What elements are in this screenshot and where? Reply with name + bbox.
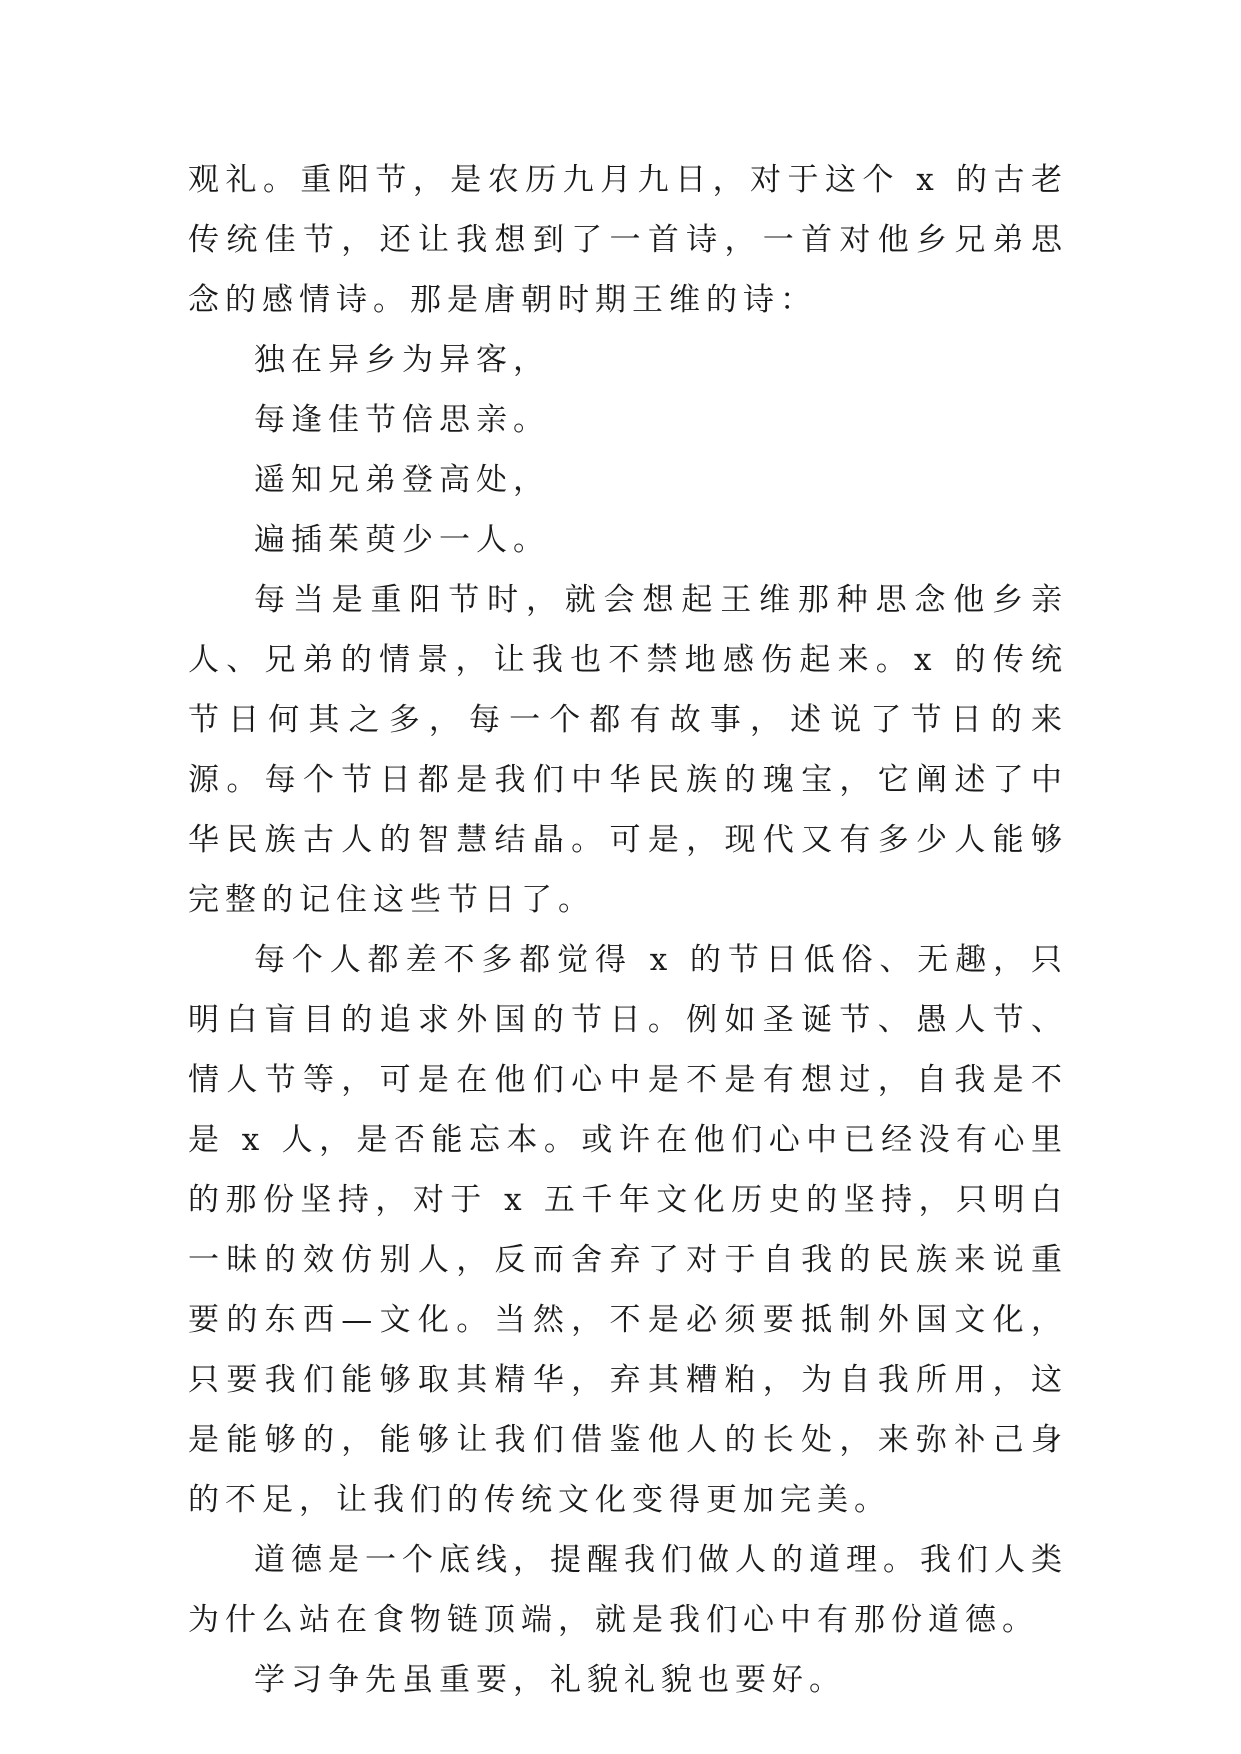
poem: [188, 330, 1068, 570]
document-page: [188, 150, 1068, 1710]
paragraph-closing: 学习争先虽重要，礼貌礼貌也要好。: [254, 1662, 846, 1698]
poem-line-2: 每逢佳节倍思亲。: [254, 402, 550, 438]
paragraph-foreign-festivals: 每个人都差不多都觉得 x 的节日低俗、无趣，只明白盲目的追求外国的节日。例如圣诞节、愚人节、情人节等，可是在他们心中是不是有想过，自我是不是 x 人，是否能忘本。或许在他们心中已经没有心里的那份坚持，对于 x 五千年文化历史的坚持，只明白一昧的效仿别人，反而舍弃了对于自我的民族来说重要的东西—文化。当然，不是必须要抵制外国文化，只要我们能够取其精华，弃其糟粕，为自我所用，这是能够的，能够让我们借鉴他人的长处，来弥补己身的不足，让我们的传统文化变得更加完美。: [188, 942, 1068, 1518]
poem-line-4: 遍插茱萸少一人。: [254, 522, 550, 558]
poem-line-3: 遥知兄弟登高处，: [254, 462, 550, 498]
poem-line-1: 独在异乡为异客，: [254, 342, 550, 378]
paragraph-festival-memory: 每当是重阳节时，就会想起王维那种思念他乡亲人、兄弟的情景，让我也不禁地感伤起来。x 的传统节日何其之多，每一个都有故事，述说了节日的来源。每个节日都是我们中华民族的瑰宝，它阐述了中华民族古人的智慧结晶。可是，现代又有多少人能够完整的记住这些节日了。: [188, 582, 1068, 918]
paragraph-intro: 观礼。重阳节，是农历九月九日，对于这个 x 的古老传统佳节，还让我想到了一首诗，一首对他乡兄弟思念的感情诗。那是唐朝时期王维的诗：: [188, 162, 1068, 318]
paragraph-morality: 道德是一个底线，提醒我们做人的道理。我们人类为什么站在食物链顶端，就是我们心中有那份道德。: [188, 1542, 1068, 1638]
